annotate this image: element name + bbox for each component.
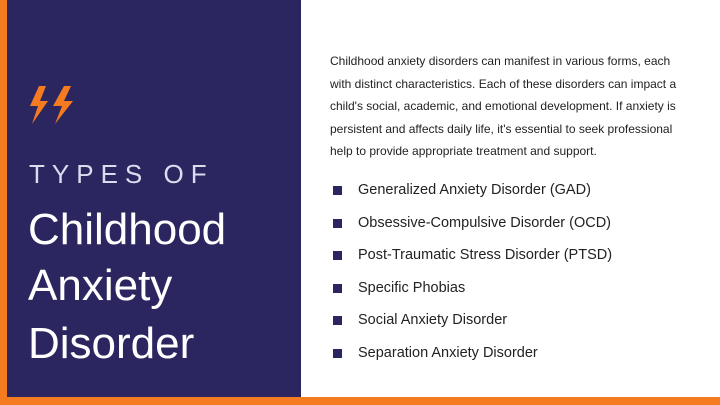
title-line-3: Disorder: [28, 319, 195, 368]
list-item-label: Separation Anxiety Disorder: [358, 344, 538, 361]
square-bullet-icon: [333, 251, 342, 260]
double-lightning-bolt-icon: [26, 82, 82, 128]
title-line-2: Anxiety: [28, 261, 173, 310]
square-bullet-icon: [333, 284, 342, 293]
list-item-label: Post-Traumatic Stress Disorder (PTSD): [358, 247, 613, 264]
square-bullet-icon: [333, 316, 342, 325]
content-panel: [301, 0, 720, 397]
square-bullet-icon: [333, 349, 342, 358]
square-bullet-icon: [333, 186, 342, 195]
title-kicker: TYPES OF: [29, 159, 214, 189]
bottom-accent-bar: [0, 397, 720, 405]
list-item-label: Social Anxiety Disorder: [358, 312, 508, 329]
list-item-label: Obsessive-Compulsive Disorder (OCD): [358, 214, 611, 231]
title-panel: [7, 0, 301, 397]
intro-paragraph: Childhood anxiety disorders can manifest in various forms, each with distinct characteristics. Each of these disorders can impact a child's social, academic, and emotional development. If anxiety is persistent and affects daily life, it's essential to seek professional help to provide appropriate treatment and support.: [330, 54, 677, 158]
left-accent-bar: [0, 0, 7, 405]
list-item-label: Specific Phobias: [358, 279, 466, 296]
title-line-1: Childhood: [28, 205, 227, 254]
square-bullet-icon: [333, 219, 342, 228]
list-item-label: Generalized Anxiety Disorder (GAD): [358, 182, 591, 198]
